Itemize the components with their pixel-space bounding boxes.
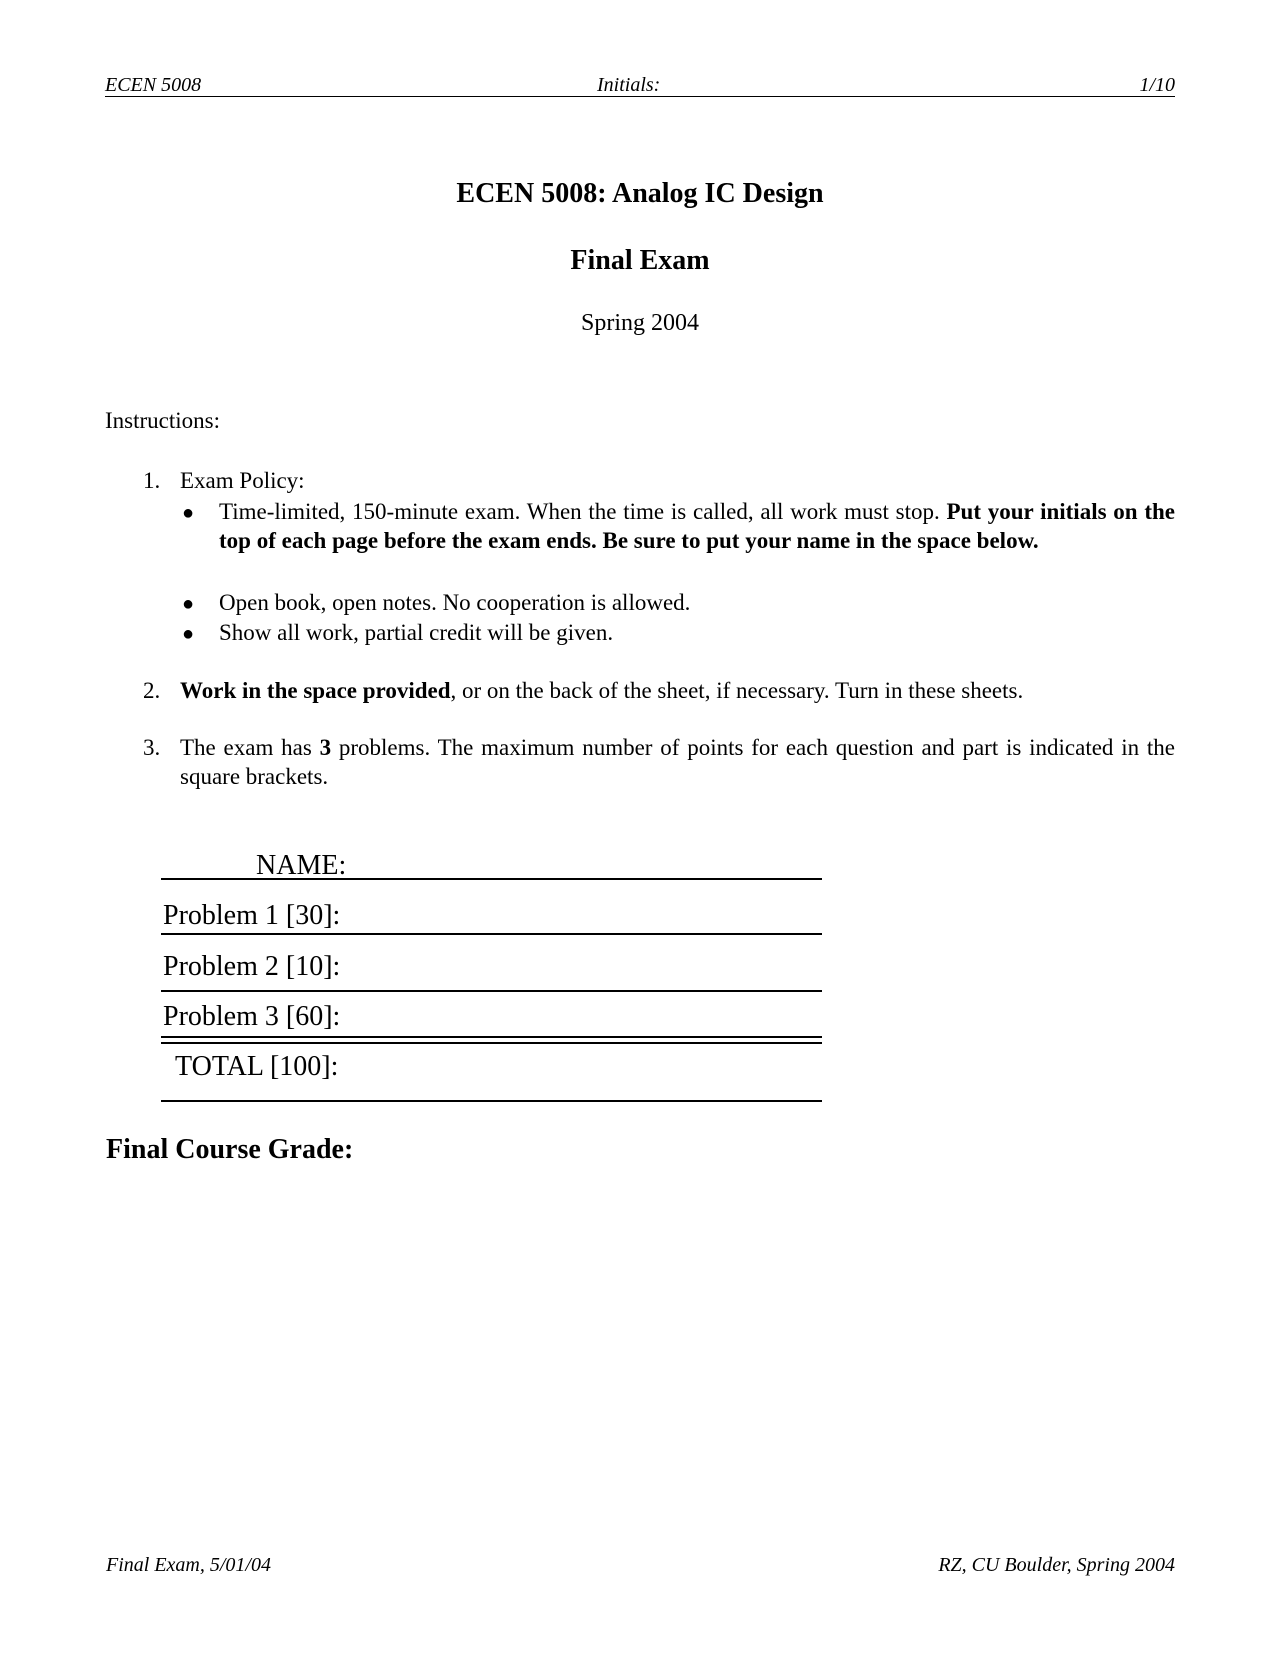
bullet-icon: ● [182,593,195,615]
divider [161,1100,822,1102]
bullet-1-plain: Time-limited, 150-minute exam. When the time is called, all work must stop. [219,499,947,524]
total-label: TOTAL [100]: [175,1051,339,1082]
name-label: NAME: [256,850,347,881]
problem-2-label: Problem 2 [10]: [163,951,341,982]
divider [161,990,822,992]
bullet-icon: ● [182,623,195,645]
course-title: ECEN 5008: Analog IC Design [456,178,824,209]
item-3-text [180,733,1175,791]
divider [161,1036,822,1038]
divider [161,878,822,880]
header-initials-label: Initials: [597,74,661,96]
header-course: ECEN 5008 [105,74,202,96]
item-3-bold: 3 [319,735,332,760]
page-header [105,74,1175,97]
item-1-number: 1. [143,468,161,493]
exam-term: Spring 2004 [580,310,699,336]
bullet-icon: ● [182,502,195,524]
final-grade-label: Final Course Grade: [106,1134,354,1165]
divider [161,933,822,935]
exam-title: Final Exam [570,245,710,276]
footer-right: RZ, CU Boulder, Spring 2004 [938,1554,1175,1576]
divider [161,1042,822,1044]
item-2-text [180,676,1180,705]
bullet-3-text: Show all work, partial credit will be given. [219,620,614,645]
bullet-1-text [219,497,1175,555]
problem-3-label: Problem 3 [60]: [163,1001,341,1032]
item-3-number: 3. [143,735,161,760]
item-2-number: 2. [143,678,161,703]
item-2-bold: Work in the space provided [180,678,451,703]
instructions-heading: Instructions: [105,408,220,433]
header-page-number: 1/10 [1139,74,1175,96]
bullet-2-text: Open book, open notes. No cooperation is allowed. [219,590,691,615]
item-1-text: Exam Policy: [180,468,305,493]
footer-left: Final Exam, 5/01/04 [106,1554,271,1576]
bullet-1-bold: Put your initials on the top of each page before the exam ends. Be sure to put your name in the space below. [219,499,1175,553]
problem-1-label: Problem 1 [30]: [163,900,341,931]
item-3-plain-b: problems. The maximum number of points for each question and part is indicated in the square brackets. [180,735,1175,789]
item-2-plain: , or on the back of the sheet, if necessary. Turn in these sheets. [450,678,1024,703]
item-3-plain-a: The exam has [180,735,320,760]
